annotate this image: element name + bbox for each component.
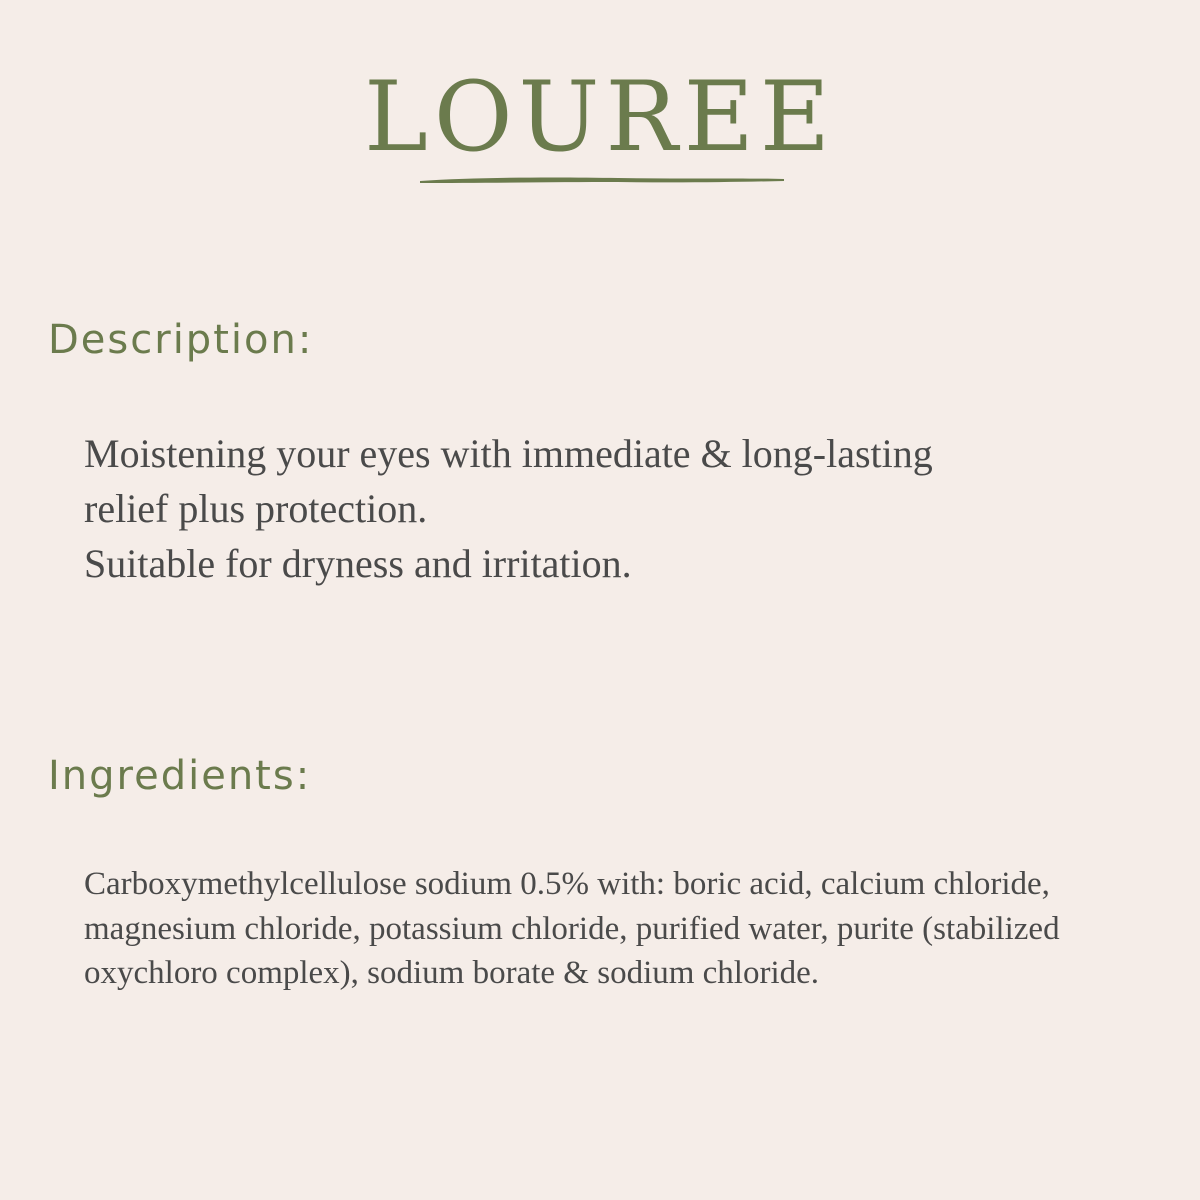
ingredients-text: Carboxymethylcellulose sodium 0.5% with: boric acid, calcium chloride, magnesium chloride, potassium chloride, purified water, purite (stabilized oxychloro complex), sodium borate & sodium chloride. bbox=[84, 866, 1060, 991]
ingredients-heading: Ingredients: bbox=[48, 753, 312, 799]
brand-logo: LOUREE bbox=[364, 61, 836, 173]
description-body bbox=[84, 426, 1144, 591]
description-heading: Description: bbox=[48, 317, 314, 363]
brand-underline-stroke bbox=[418, 174, 786, 186]
description-line: Moistening your eyes with immediate & long-lasting bbox=[84, 431, 933, 476]
description-line: relief plus protection. bbox=[84, 486, 428, 531]
description-line: Suitable for dryness and irritation. bbox=[84, 541, 632, 586]
